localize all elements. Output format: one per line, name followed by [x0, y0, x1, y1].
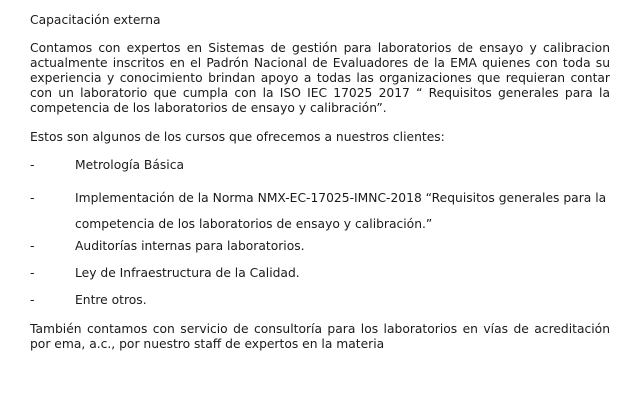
- course-label: Metrología Básica: [75, 158, 185, 172]
- course-label: Entre otros.: [75, 293, 147, 307]
- course-label: Auditorías internas para laboratorios.: [75, 239, 305, 253]
- bullet-dash: -: [30, 239, 35, 253]
- list-item: [30, 239, 610, 254]
- bullet-dash: -: [30, 158, 35, 172]
- list-item: [30, 266, 610, 281]
- intro-paragraph: Contamos con expertos en Sistemas de gestión para laboratorios de ensayo y calibracion actualmente inscritos en el Padrón Nacional de Evaluadores de la EMA quienes con toda su experiencia y conocimiento brindan apoyo a todas las organizaciones que requieran contar con un laboratorio que cumpla con la ISO IEC 17025 2017 “ Requisitos generales para la competencia de los laboratorios de ensayo y calibración”.: [30, 41, 610, 115]
- bullet-dash: -: [30, 293, 35, 307]
- courses-intro: Estos son algunos de los cursos que ofrecemos a nuestros clientes:: [30, 130, 445, 144]
- closing-paragraph: También contamos con servicio de consultoría para los laboratorios en vías de acreditación por ema, a.c., por nuestro staff de expertos en la materia: [30, 322, 610, 351]
- cropped-top-fragment: [0, 0, 638, 4]
- list-item: [30, 185, 610, 237]
- course-list: [30, 158, 610, 308]
- list-item: [30, 293, 610, 308]
- course-label: Implementación de la Norma NMX-EC-17025-IMNC-2018 “Requisitos generales para la competencia de los laboratorios de ensayo y calibración.”: [75, 191, 607, 231]
- course-label: Ley de Infraestructura de la Calidad.: [75, 266, 300, 280]
- bullet-dash: -: [30, 266, 35, 280]
- document-body: [30, 13, 610, 352]
- bullet-dash: -: [30, 191, 35, 205]
- list-item: [30, 158, 610, 173]
- section-heading: Capacitación externa: [30, 13, 161, 27]
